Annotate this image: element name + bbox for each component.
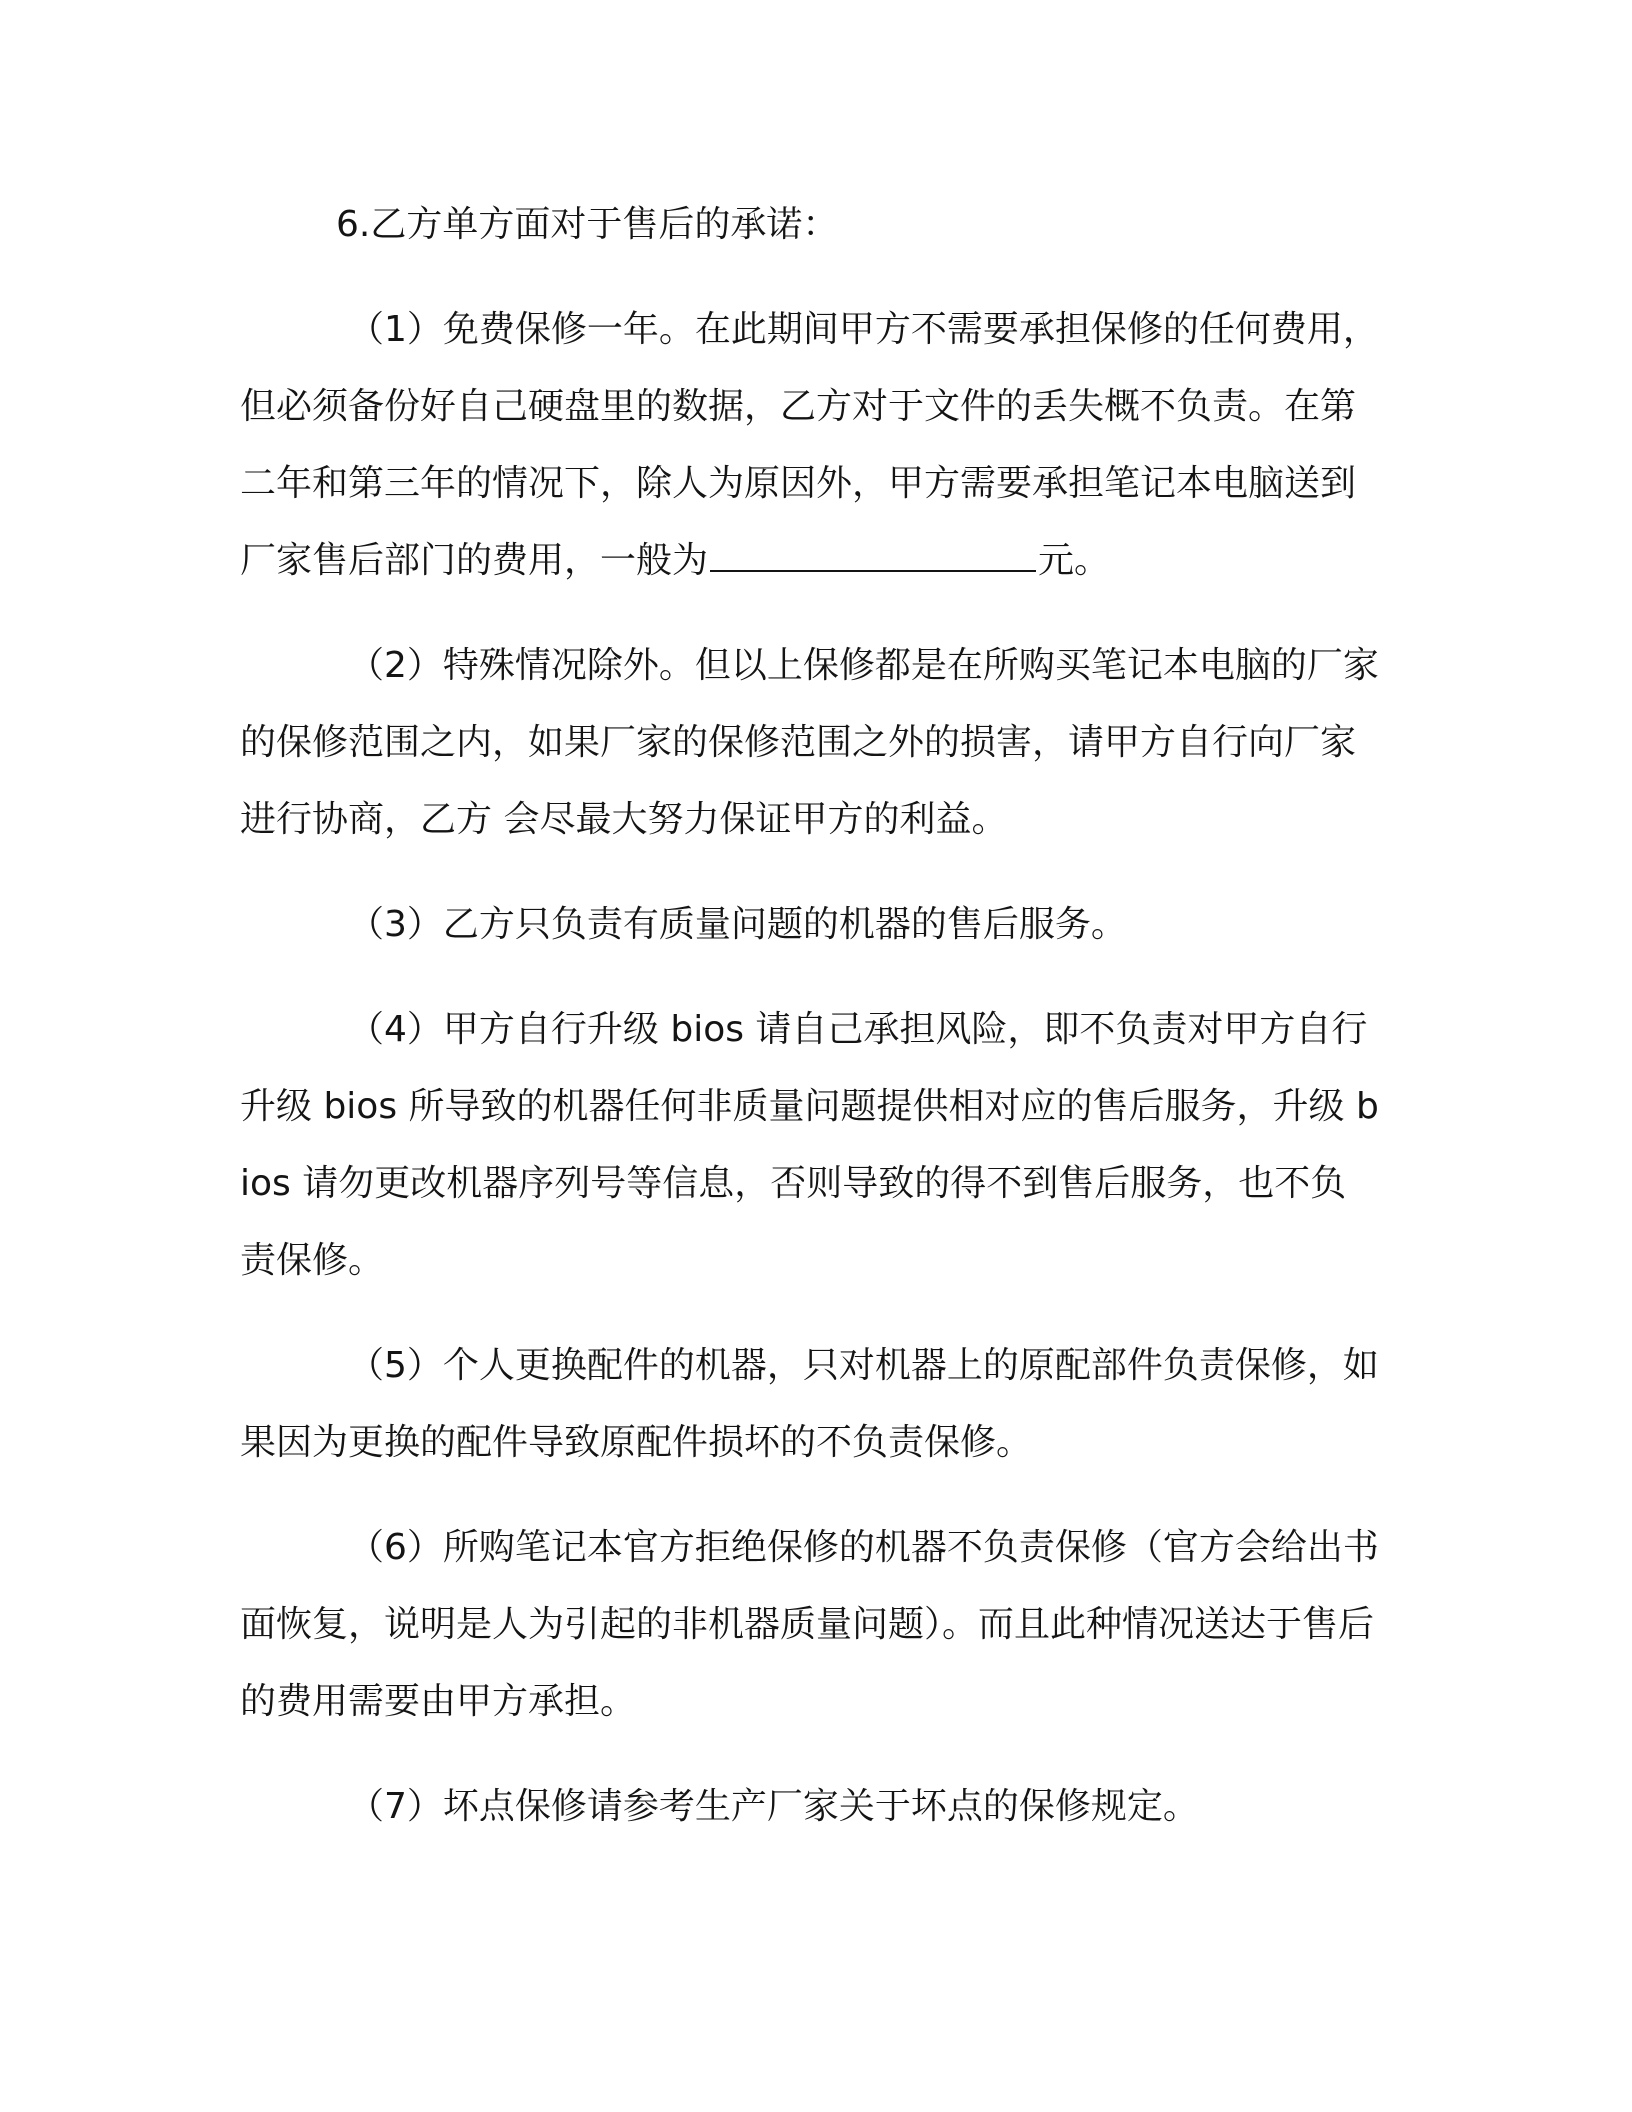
clause-6: （6）所购笔记本官方拒绝保修的机器不负责保修（官方会给出书面恢复，说明是人为引起的非机器质量问题）。而且此种情况送达于售后的费用需要由甲方承担。 bbox=[240, 1527, 1379, 1722]
section-heading: 6.乙方单方面对于售后的承诺： bbox=[336, 204, 839, 245]
clause-1 bbox=[240, 291, 1380, 599]
document-body bbox=[240, 186, 1380, 1873]
clause-4: （4）甲方自行升级 bios 请自己承担风险，即不负责对甲方自行升级 bios 所导致的机器任何非质量问题提供相对应的售后服务，升级 bios 请勿更改机器序列号等信息，否则导致的得不到售后服务，也不负责保修。 bbox=[240, 1009, 1379, 1281]
fee-blank-line bbox=[710, 540, 1036, 572]
clause-7: （7）坏点保修请参考生产厂家关于坏点的保修规定。 bbox=[348, 1786, 1199, 1827]
clause-3: （3）乙方只负责有质量问题的机器的售后服务。 bbox=[348, 904, 1127, 945]
clause-1-text: （1）免费保修一年。在此期间甲方不需要承担保修的任何费用，但必须备份好自己硬盘里的数据，乙方对于文件的丢失概不负责。在第二年和第三年的情况下，除人为原因外，甲方需要承担笔记本电脑送到厂家售后部门的费用，一般为 bbox=[240, 309, 1379, 581]
clause-2: （2）特殊情况除外。但以上保修都是在所购买笔记本电脑的厂家的保修范围之内，如果厂家的保修范围之外的损害，请甲方自行向厂家进行协商，乙方 会尽最大努力保证甲方的利益。 bbox=[240, 645, 1379, 840]
clause-1-unit: 元。 bbox=[1038, 540, 1111, 581]
clause-5: （5）个人更换配件的机器，只对机器上的原配部件负责保修，如果因为更换的配件导致原配件损坏的不负责保修。 bbox=[240, 1345, 1379, 1463]
